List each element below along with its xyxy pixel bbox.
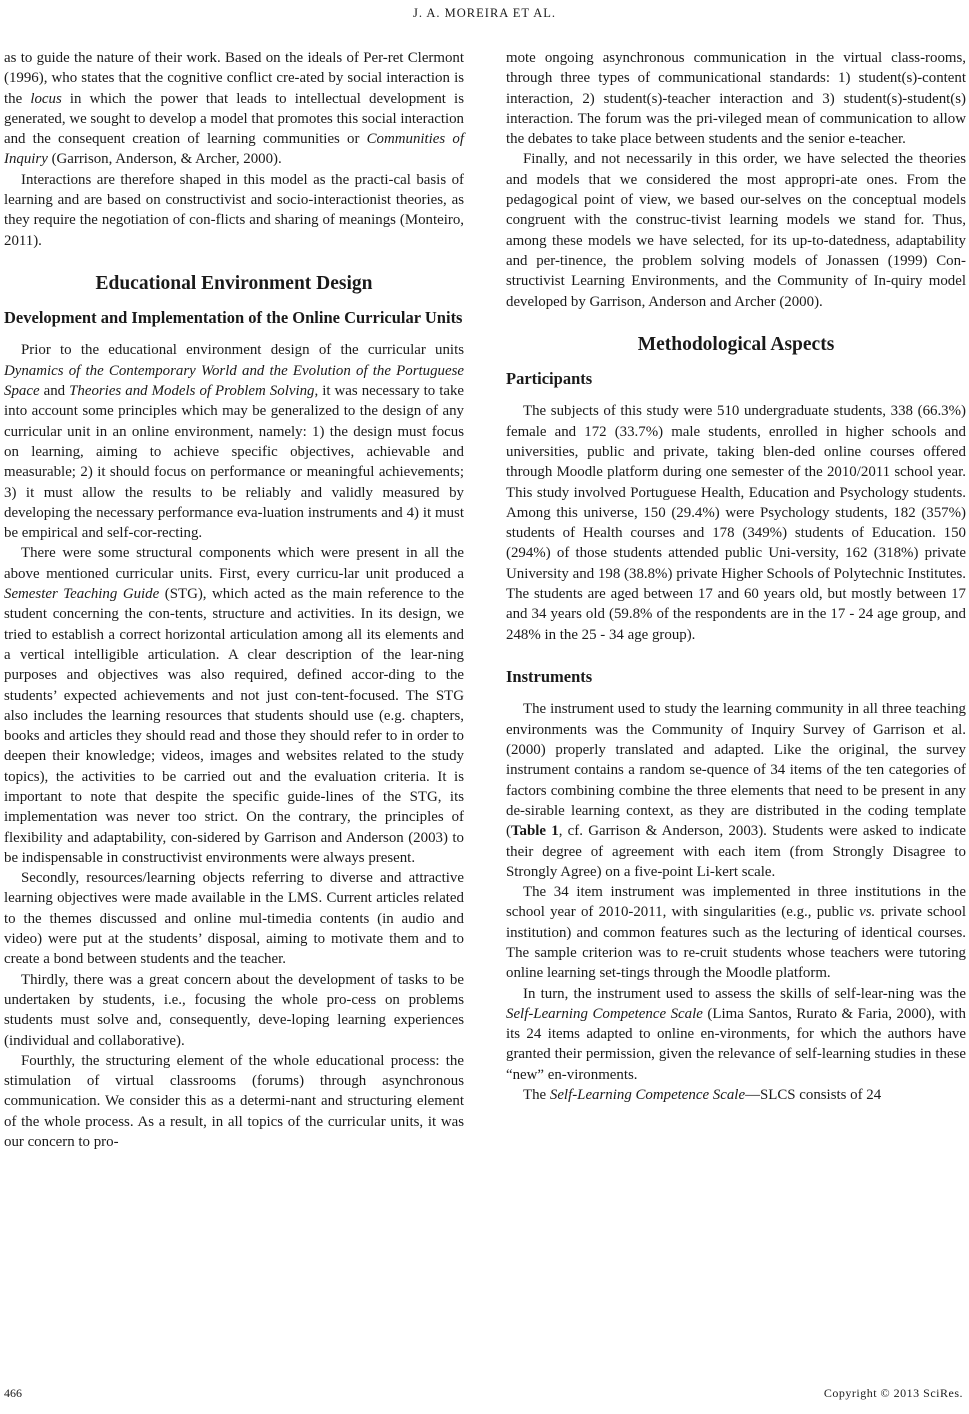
text-run: private school institution) and common features such as the lecturing of identical courses. The sample criterion was to re-cruit students whose teachers were tutoring online learning set-tings through the Moodle platform.: [506, 904, 966, 982]
copyright-notice: Copyright © 2013 SciRes.: [823, 1386, 963, 1400]
italic-term: vs.: [859, 904, 876, 921]
italic-term: Theories and Models of Problem Solving: [69, 383, 315, 400]
section-heading-methodological-aspects: Methodological Aspects: [637, 333, 835, 355]
italic-term: Communities of Inquiry: [4, 131, 464, 168]
paragraph-interactions: Interactions are therefore shaped in this model as the practi-cal basis of learning and are based on constructivist and socio-interactionist theories, as they require the negotiation of con-flicts and sharing of meanings (Monteiro, 2011).: [4, 171, 464, 249]
page-number: 466: [4, 1386, 22, 1400]
paragraph-instrument-implementation: [506, 882, 966, 983]
text-run: Prior to the educational environment design of the curricular units: [21, 342, 464, 359]
paragraph-continued: mote ongoing asynchronous communication in the virtual class-rooms, through three types of communicational standards: 1) student(s)-content interaction, 2) student(s)-teacher interaction and 3) student(s)-student(s) interaction. The forum was the pri-vileged mean of communication to allow the debates to take place between students and the senior e-teacher.: [506, 50, 966, 148]
section-heading-educational-environment-design: Educational Environment Design: [95, 272, 373, 294]
subheading-online-curricular-units: Development and Implementation of the Online Curricular Units: [4, 307, 463, 327]
text-run: The instrument used to study the learning community in all three teaching environments was the Community of Inquiry Survey of Garrison et al. (2000) properly translated and adapted. Like the original, the survey instrument contains a random se-quence of 34 items of the ten categories of factors combining combine the three elements that need to be present in any de-sirable learning context, as they are distributed in the coding template (: [506, 701, 966, 840]
paragraph-prior-design: [4, 340, 464, 543]
right-column: [506, 48, 966, 1105]
table-reference: Table 1: [510, 823, 559, 840]
subheading-participants: Participants: [506, 368, 593, 388]
text-run: In turn, the instrument used to assess the skills of self-lear-ning was the: [523, 985, 966, 1002]
text-run: (Garrison, Anderson, & Archer, 2000).: [47, 151, 282, 168]
paragraph-intro-continued: [4, 48, 464, 170]
paragraph-slcs: [506, 1085, 966, 1105]
italic-term: Dynamics of the Contemporary World and the Evolution of the Portuguese Space: [4, 362, 464, 400]
subheading-instruments: Instruments: [506, 666, 593, 686]
paragraph-secondly: Secondly, resources/learning objects referring to diverse and attractive learning objectives were made available in the LMS. Current articles related to the themes discussed and online mul-timedia contents (in audio and video) were put at the students’ disposal, aiming to motivate them and to create a bond between students and the teacher.: [4, 870, 464, 968]
text-run: There were some structural components which were present in all the above mentioned curricular units. First, every curricu-lar unit produced a: [4, 545, 464, 582]
text-run: as to guide the nature of their work. Based on the ideals of Per-ret Clermont (1996), who states that the cognitive conflict cre-ated by social interaction is the: [4, 50, 464, 107]
text-run: and: [39, 383, 70, 400]
paragraph-thirdly: Thirdly, there was a great concern about the development of tasks to be undertaken by students, i.e., focusing the whole pro-cess on problems students must solve and, consequently, deve-loping learning experiences (individual and collaborative).: [4, 971, 464, 1049]
paragraph-instrument-self-learning: [506, 984, 966, 1085]
italic-term: Self-Learning Competence Scale: [549, 1087, 746, 1104]
text-run: , it was necessary to take into account some principles which may be generalized to the design of any curricular unit in an online environment, namely: 1) the design must focus on learning, aiming to achieve specific objectives, achievable and measurable; 2) it should focus on performance or meaningful achievements; 3) it must allow the results to be reliably and validly measured by developing the necessary performance eva-luation instruments and 4) it must be empirical and self-cor-recting.: [4, 383, 464, 542]
left-column: [4, 48, 464, 1152]
paragraph-participants: The subjects of this study were 510 undergraduate students, 338 (66.3%) female and 172 (33.7%) male students, enrolled in higher schools and universities, public and private, taking blen-ded online courses offered through Moodle platform during one semester of the 2010/2011 school year. This study involved Portuguese Health, Education and Psychology students. Among this universe, 150 (29.4%) were Psychology students, 182 (357%) students of Health courses and 178 (349%) students of Education. 150 (294%) of those students attended public Uni-versity, 162 (318%) private University and 198 (38.8%) private Higher Schools of Polytechnic Institutes. The students are aged between 17 and 60 years old, but mostly between 17 and 34 years old (59.8% of the respondents are in the 17 - 24 age group, and 248% in the 25 - 34 age group).: [506, 403, 966, 643]
text-run: (Lima Santos, Rurato & Faria, 2000), with its 24 items adapted to online en-vironments, for which the authors have granted their permission, given the relevance of self-learning studies in these “new” en-vironments.: [506, 1005, 966, 1083]
paragraph-instrument-coi: [506, 699, 966, 882]
text-run: —SLCS consists of 24: [745, 1087, 882, 1104]
text-run: The: [523, 1087, 550, 1104]
paragraph-fourthly: Fourthly, the structuring element of the whole educational process: the stimulation of virtual classrooms (forums) through asynchronous communication. We consider this as a determi-nant and structuring element of the whole process. As a result, in all topics of the curricular units, it was our concern to pro-: [4, 1052, 464, 1151]
italic-term: Self-Learning Competence Scale: [506, 1005, 703, 1022]
text-run: (STG), which acted as the main reference to the student concerning the con-tents, structure and activities. In its design, we tried to establish a correct horizontal articulation among all its elements and a vertical intelligible articulation. A clear description of the lear-ning purposes and objectives was also required, defined accor-ding to the students’ expected achievements and not just con-tent-focused. The STG also includes the learning resources that students should use (e.g. chapters, books and articles they should read and those they should refer to in order to deepen their knowledge; videos, images and websites related to the study topics), the activities to be carried out and the evaluation criteria. It is important to note that despite the specific guide-lines of the STG, its implementation was never too strict. On the contrary, the principles of flexibility and adaptability, con-sidered by Garrison and Anderson (2003) to be indispensable in constructivist environments were always present.: [4, 586, 464, 866]
text-run: The 34 item instrument was implemented in three institutions in the school year of 2010-2011, with singularities (e.g., public: [506, 884, 966, 921]
text-run: , cf. Garrison & Anderson, 2003). Students were asked to indicate their degree of agreement with each item (from Strongly Disagree to Strongly Agree) on a five-point Li-kert scale.: [506, 823, 966, 880]
italic-term: Semester Teaching Guide: [4, 586, 160, 603]
italic-term: locus: [30, 90, 62, 107]
paragraph-structural-components: [4, 543, 464, 868]
text-run: in which the power that leads to intellectual development is generated, we sought to develop a model that promotes this social interaction and the consequent creation of learning communities or: [4, 90, 464, 148]
paragraph-finally: Finally, and not necessarily in this order, we have selected the theories and models that we considered the most appropri-ate ones. From the pedagogical point of view, we based our-selves on the conceptual models congruent with the construc-tivist learning models we stand for. Thus, among these models we have selected, for its up-to-datedness, adaptability and per-tinence, the problem solving models of Jonassen (1999) Con-structivist Learning Environments, and the Community of In-quiry model developed by Garrison, Anderson and Archer (2000).: [506, 151, 966, 310]
running-header: J. A. MOREIRA ET AL.: [412, 6, 557, 20]
